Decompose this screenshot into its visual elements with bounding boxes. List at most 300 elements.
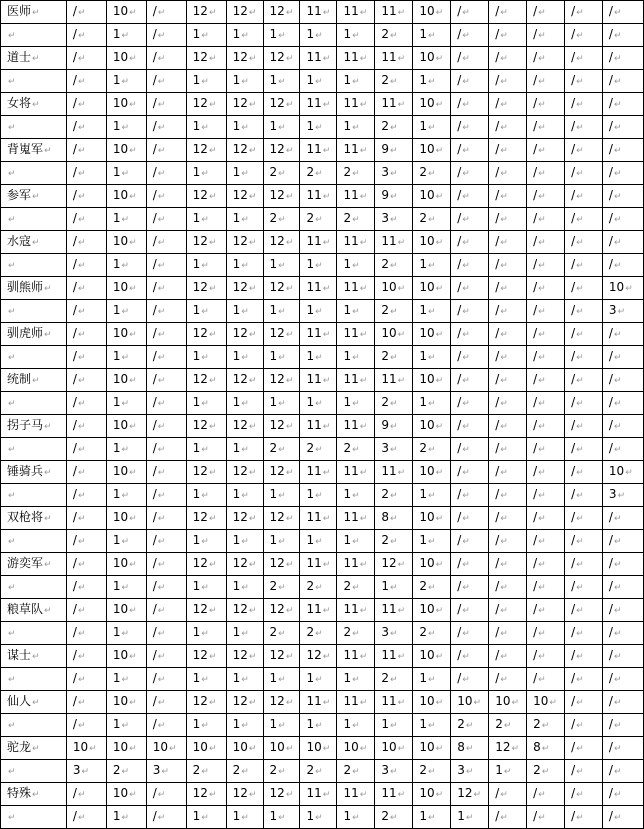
cell-end-mark-icon: ↵ — [538, 261, 546, 271]
table-cell — [106, 208, 146, 231]
cell-value: / — [608, 349, 613, 363]
cell-value: / — [457, 73, 462, 87]
cell-value: 参军 — [7, 188, 32, 202]
cell-end-mark-icon: ↵ — [201, 629, 209, 639]
cell-end-mark-icon: ↵ — [322, 698, 331, 708]
cell-end-mark-icon: ↵ — [352, 215, 360, 225]
cell-end-mark-icon: ↵ — [538, 376, 546, 386]
table-cell — [186, 70, 226, 93]
cell-value: 3 — [381, 441, 390, 455]
cell-value: / — [495, 257, 500, 271]
cell-value: 12 — [232, 648, 248, 662]
cell-value: 10 — [419, 50, 435, 64]
table-cell — [565, 438, 603, 461]
table-cell — [375, 231, 413, 254]
table-cell — [146, 806, 186, 829]
cell-end-mark-icon: ↵ — [278, 491, 286, 501]
table-row — [1, 392, 644, 415]
cell-value: 10 — [419, 556, 435, 570]
table-cell — [146, 231, 186, 254]
cell-value: 12 — [232, 694, 248, 708]
cell-end-mark-icon: ↵ — [359, 100, 368, 110]
table-cell — [602, 461, 643, 484]
row-label-cell — [1, 323, 67, 346]
table-cell — [263, 300, 300, 323]
table-cell — [451, 507, 489, 530]
cell-end-mark-icon: ↵ — [500, 8, 508, 18]
cell-end-mark-icon: ↵ — [435, 606, 444, 616]
table-cell — [263, 24, 300, 47]
cell-end-mark-icon: ↵ — [397, 238, 406, 248]
table-cell — [186, 346, 226, 369]
cell-end-mark-icon: ↵ — [208, 330, 217, 340]
cell-end-mark-icon: ↵ — [315, 445, 323, 455]
cell-end-mark-icon: ↵ — [285, 790, 294, 800]
cell-value: 1 — [306, 395, 315, 409]
cell-value: 2 — [381, 27, 390, 41]
cell-value: 1 — [232, 349, 241, 363]
table-cell — [565, 231, 603, 254]
table-cell — [186, 484, 226, 507]
cell-end-mark-icon: ↵ — [538, 790, 546, 800]
table-cell — [565, 737, 603, 760]
cell-value: 1 — [419, 257, 427, 271]
cell-end-mark-icon: ↵ — [248, 652, 257, 662]
table-row — [1, 438, 644, 461]
table-cell — [451, 139, 489, 162]
table-cell — [300, 369, 337, 392]
table-cell — [300, 24, 337, 47]
cell-end-mark-icon: ↵ — [241, 123, 249, 133]
cell-end-mark-icon: ↵ — [248, 606, 257, 616]
cell-end-mark-icon: ↵ — [359, 422, 368, 432]
cell-end-mark-icon: ↵ — [435, 514, 444, 524]
cell-end-mark-icon: ↵ — [500, 123, 508, 133]
cell-value: / — [608, 50, 613, 64]
cell-end-mark-icon: ↵ — [157, 8, 166, 18]
cell-value: 12 — [269, 50, 285, 64]
table-cell — [337, 162, 375, 185]
table-row — [1, 760, 644, 783]
cell-end-mark-icon: ↵ — [278, 583, 286, 593]
table-cell — [226, 553, 263, 576]
cell-end-mark-icon: ↵ — [121, 307, 129, 317]
cell-end-mark-icon: ↵ — [77, 583, 86, 593]
table-cell — [186, 806, 226, 829]
cell-value: 1 — [343, 303, 352, 317]
cell-end-mark-icon: ↵ — [427, 721, 436, 731]
table-cell — [413, 783, 451, 806]
table-cell — [106, 277, 146, 300]
row-label-cell — [1, 507, 67, 530]
table-cell — [146, 783, 186, 806]
table-cell — [602, 277, 643, 300]
cell-end-mark-icon: ↵ — [157, 31, 166, 41]
cell-value: 10 — [112, 648, 129, 662]
cell-end-mark-icon: ↵ — [541, 721, 550, 731]
cell-value: 10 — [343, 740, 359, 754]
table-cell — [565, 714, 603, 737]
cell-end-mark-icon: ↵ — [248, 790, 257, 800]
cell-end-mark-icon: ↵ — [241, 767, 249, 777]
cell-end-mark-icon: ↵ — [315, 675, 323, 685]
cell-value: / — [457, 602, 462, 616]
cell-end-mark-icon: ↵ — [613, 790, 622, 800]
table-cell — [413, 691, 451, 714]
cell-value: / — [495, 533, 500, 547]
cell-end-mark-icon: ↵ — [285, 514, 294, 524]
table-row — [1, 645, 644, 668]
cell-value: 12 — [495, 740, 511, 754]
cell-value: 2 — [381, 809, 390, 823]
table-cell — [337, 737, 375, 760]
cell-end-mark-icon: ↵ — [157, 698, 166, 708]
cell-end-mark-icon: ↵ — [315, 169, 323, 179]
cell-value: 锤骑兵 — [7, 464, 44, 478]
cell-end-mark-icon: ↵ — [390, 721, 398, 731]
table-cell — [186, 415, 226, 438]
cell-end-mark-icon: ↵ — [473, 790, 482, 800]
cell-end-mark-icon: ↵ — [77, 330, 86, 340]
table-cell — [337, 622, 375, 645]
cell-value: 1 — [192, 579, 201, 593]
table-cell — [186, 507, 226, 530]
cell-end-mark-icon: ↵ — [157, 399, 166, 409]
table-cell — [413, 24, 451, 47]
cell-value: 9 — [381, 188, 390, 202]
cell-end-mark-icon: ↵ — [576, 514, 584, 524]
cell-value: / — [72, 556, 77, 570]
cell-end-mark-icon: ↵ — [285, 192, 294, 202]
table-cell — [565, 93, 603, 116]
table-cell — [226, 507, 263, 530]
cell-value: 1 — [306, 533, 315, 547]
cell-value: / — [533, 533, 538, 547]
cell-value: 2 — [343, 211, 352, 225]
cell-end-mark-icon: ↵ — [77, 675, 86, 685]
table-cell — [565, 323, 603, 346]
table-cell — [226, 691, 263, 714]
table-cell — [300, 139, 337, 162]
cell-end-mark-icon: ↵ — [613, 376, 622, 386]
cell-value: 1 — [419, 487, 427, 501]
cell-value: 12 — [192, 372, 208, 386]
table-cell — [106, 47, 146, 70]
cell-end-mark-icon: ↵ — [538, 606, 546, 616]
cell-value: 2 — [306, 211, 315, 225]
cell-value: 10 — [419, 418, 435, 432]
cell-value: 10 — [112, 326, 129, 340]
table-row — [1, 185, 644, 208]
table-cell — [106, 392, 146, 415]
cell-end-mark-icon: ↵ — [121, 169, 129, 179]
table-cell — [66, 806, 106, 829]
cell-value: 1 — [192, 303, 201, 317]
row-label-cell — [1, 553, 67, 576]
cell-end-mark-icon: ↵ — [359, 330, 368, 340]
table-cell — [146, 24, 186, 47]
cell-value: 11 — [343, 96, 359, 110]
table-cell — [413, 93, 451, 116]
cell-value: 1 — [192, 119, 201, 133]
cell-value: 11 — [381, 694, 397, 708]
cell-value: 11 — [343, 280, 359, 294]
cell-value: 2 — [306, 625, 315, 639]
row-label-cell — [1, 576, 67, 599]
table-cell — [602, 576, 643, 599]
table-cell — [186, 116, 226, 139]
table-cell — [489, 438, 527, 461]
table-cell — [375, 783, 413, 806]
cell-end-mark-icon: ↵ — [322, 790, 331, 800]
cell-end-mark-icon: ↵ — [427, 261, 436, 271]
cell-value: / — [152, 625, 157, 639]
cell-end-mark-icon: ↵ — [77, 376, 86, 386]
cell-value: / — [571, 556, 576, 570]
cell-value: / — [152, 809, 157, 823]
cell-end-mark-icon: ↵ — [322, 146, 331, 156]
table-cell — [146, 461, 186, 484]
table-cell — [226, 461, 263, 484]
table-cell — [226, 1, 263, 24]
cell-value: / — [152, 786, 157, 800]
table-cell — [602, 415, 643, 438]
cell-end-mark-icon: ↵ — [390, 491, 398, 501]
cell-value: / — [495, 119, 500, 133]
table-cell — [602, 783, 643, 806]
cell-value: 11 — [306, 556, 322, 570]
cell-value: / — [457, 648, 462, 662]
cell-value: 11 — [306, 142, 322, 156]
cell-value: / — [72, 648, 77, 662]
cell-end-mark-icon: ↵ — [8, 537, 16, 547]
cell-end-mark-icon: ↵ — [8, 721, 16, 731]
cell-end-mark-icon: ↵ — [157, 606, 166, 616]
cell-end-mark-icon: ↵ — [462, 169, 470, 179]
table-cell — [489, 415, 527, 438]
cell-end-mark-icon: ↵ — [121, 261, 129, 271]
table-cell — [489, 737, 527, 760]
table-cell — [106, 461, 146, 484]
cell-value: 1 — [306, 717, 315, 731]
cell-value: / — [457, 441, 462, 455]
table-cell — [489, 484, 527, 507]
table-cell — [527, 277, 565, 300]
cell-end-mark-icon: ↵ — [500, 307, 508, 317]
cell-value: / — [495, 510, 500, 524]
cell-value: 1 — [192, 533, 201, 547]
cell-end-mark-icon: ↵ — [208, 100, 217, 110]
cell-end-mark-icon: ↵ — [77, 8, 86, 18]
cell-end-mark-icon: ↵ — [613, 813, 622, 823]
cell-value: / — [533, 280, 538, 294]
table-cell — [527, 208, 565, 231]
cell-value: 10 — [457, 694, 473, 708]
cell-value: 10 — [152, 740, 169, 754]
cell-value: 12 — [269, 602, 285, 616]
table-cell — [263, 139, 300, 162]
cell-end-mark-icon: ↵ — [613, 8, 622, 18]
table-cell — [263, 1, 300, 24]
table-cell — [146, 323, 186, 346]
cell-value: 11 — [306, 96, 322, 110]
cell-end-mark-icon: ↵ — [462, 560, 470, 570]
cell-value: / — [152, 257, 157, 271]
cell-end-mark-icon: ↵ — [435, 652, 444, 662]
table-cell — [300, 323, 337, 346]
cell-end-mark-icon: ↵ — [500, 169, 508, 179]
table-cell — [66, 438, 106, 461]
cell-value: / — [152, 464, 157, 478]
cell-end-mark-icon: ↵ — [157, 422, 166, 432]
table-cell — [527, 553, 565, 576]
cell-value: 2 — [533, 763, 541, 777]
table-cell — [337, 369, 375, 392]
cell-end-mark-icon: ↵ — [129, 100, 137, 110]
cell-end-mark-icon: ↵ — [8, 31, 16, 41]
table-cell — [186, 691, 226, 714]
cell-end-mark-icon: ↵ — [8, 261, 16, 271]
table-cell — [527, 24, 565, 47]
table-cell — [337, 553, 375, 576]
table-row — [1, 300, 644, 323]
cell-end-mark-icon: ↵ — [538, 468, 546, 478]
cell-end-mark-icon: ↵ — [359, 192, 368, 202]
table-cell — [300, 208, 337, 231]
cell-end-mark-icon: ↵ — [503, 767, 512, 777]
cell-value: 1 — [192, 27, 201, 41]
cell-end-mark-icon: ↵ — [613, 514, 622, 524]
cell-end-mark-icon: ↵ — [315, 215, 323, 225]
table-cell — [106, 645, 146, 668]
cell-end-mark-icon: ↵ — [157, 54, 166, 64]
cell-end-mark-icon: ↵ — [208, 560, 217, 570]
table-cell — [146, 185, 186, 208]
table-cell — [413, 737, 451, 760]
cell-end-mark-icon: ↵ — [435, 790, 444, 800]
cell-value: 2 — [343, 763, 352, 777]
cell-value: / — [533, 142, 538, 156]
table-cell — [602, 47, 643, 70]
table-cell — [451, 162, 489, 185]
table-cell — [527, 162, 565, 185]
cell-value: 2 — [192, 763, 201, 777]
table-cell — [106, 530, 146, 553]
table-cell — [263, 162, 300, 185]
cell-value: / — [152, 349, 157, 363]
table-cell — [106, 622, 146, 645]
cell-end-mark-icon: ↵ — [500, 31, 508, 41]
table-cell — [146, 47, 186, 70]
table-row — [1, 47, 644, 70]
cell-end-mark-icon: ↵ — [129, 744, 137, 754]
cell-value: / — [72, 280, 77, 294]
cell-value: 10 — [419, 694, 435, 708]
table-cell — [527, 737, 565, 760]
cell-value: / — [72, 165, 77, 179]
table-cell — [146, 277, 186, 300]
cell-end-mark-icon: ↵ — [435, 8, 444, 18]
table-cell — [602, 346, 643, 369]
cell-value: / — [608, 73, 613, 87]
cell-value: / — [152, 556, 157, 570]
cell-value: 11 — [343, 556, 359, 570]
cell-end-mark-icon: ↵ — [397, 698, 406, 708]
cell-end-mark-icon: ↵ — [359, 514, 368, 524]
cell-end-mark-icon: ↵ — [538, 215, 546, 225]
cell-value: 1 — [419, 395, 427, 409]
table-row — [1, 714, 644, 737]
cell-end-mark-icon: ↵ — [462, 261, 470, 271]
cell-value: 1 — [112, 395, 121, 409]
cell-value: 12 — [232, 234, 248, 248]
table-cell — [337, 323, 375, 346]
cell-value: 12 — [269, 280, 285, 294]
cell-value: / — [457, 418, 462, 432]
table-cell — [337, 415, 375, 438]
table-cell — [489, 162, 527, 185]
cell-end-mark-icon: ↵ — [390, 146, 398, 156]
cell-end-mark-icon: ↵ — [462, 307, 470, 317]
cell-end-mark-icon: ↵ — [129, 8, 137, 18]
cell-value: 1 — [232, 119, 241, 133]
cell-value: / — [571, 579, 576, 593]
table-cell — [186, 714, 226, 737]
table-cell — [66, 484, 106, 507]
table-row — [1, 507, 644, 530]
cell-value: / — [533, 786, 538, 800]
cell-end-mark-icon: ↵ — [500, 514, 508, 524]
cell-value: / — [457, 303, 462, 317]
cell-value: 11 — [381, 50, 397, 64]
table-cell — [66, 369, 106, 392]
cell-value: / — [533, 372, 538, 386]
cell-end-mark-icon: ↵ — [157, 537, 166, 547]
table-cell — [413, 231, 451, 254]
cell-value: / — [457, 510, 462, 524]
table-cell — [527, 668, 565, 691]
cell-value: 1 — [269, 257, 278, 271]
table-cell — [106, 116, 146, 139]
cell-end-mark-icon: ↵ — [161, 767, 169, 777]
cell-value: / — [608, 763, 613, 777]
cell-end-mark-icon: ↵ — [397, 606, 406, 616]
cell-end-mark-icon: ↵ — [613, 330, 622, 340]
cell-value: / — [533, 73, 538, 87]
cell-value: 10 — [419, 4, 435, 18]
table-cell — [226, 70, 263, 93]
table-cell — [263, 93, 300, 116]
table-cell — [186, 760, 226, 783]
cell-value: 驼龙 — [7, 740, 32, 754]
table-cell — [337, 208, 375, 231]
cell-value: 12 — [192, 464, 208, 478]
table-cell — [337, 185, 375, 208]
table-cell — [602, 622, 643, 645]
cell-value: / — [72, 119, 77, 133]
table-cell — [413, 116, 451, 139]
table-cell — [337, 668, 375, 691]
cell-value: / — [495, 487, 500, 501]
cell-end-mark-icon: ↵ — [32, 100, 40, 110]
cell-end-mark-icon: ↵ — [576, 215, 584, 225]
cell-value: 2 — [269, 441, 278, 455]
table-cell — [375, 760, 413, 783]
table-cell — [186, 783, 226, 806]
cell-end-mark-icon: ↵ — [248, 514, 257, 524]
cell-value: 10 — [419, 234, 435, 248]
cell-value: / — [533, 349, 538, 363]
